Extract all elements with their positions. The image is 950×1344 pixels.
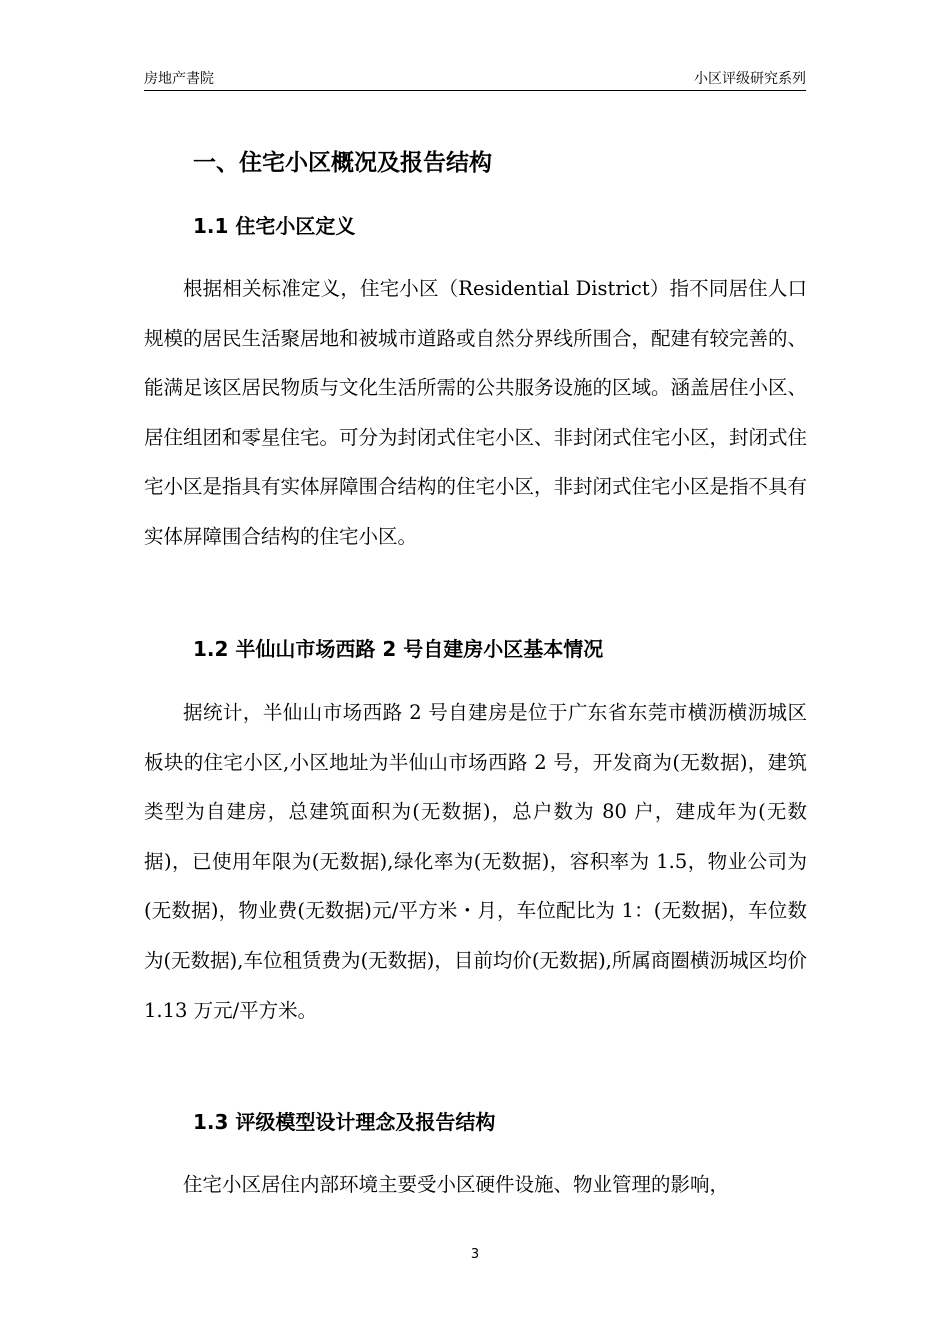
page-header	[144, 64, 806, 91]
paragraph-definition: 根据相关标准定义，住宅小区（Residential District）指不同居住人口规模的居民生活聚居地和被城市道路或自然分界线所围合，配建有较完善的、能满足该区居民物质与文化生活所需的公共服务设施的区域。涵盖居住小区、居住组团和零星住宅。可分为封闭式住宅小区、非封闭式住宅小区，封闭式住宅小区是指具有实体屏障围合结构的住宅小区，非封闭式住宅小区是指不具有实体屏障围合结构的住宅小区。	[144, 277, 808, 548]
page-number: 3	[470, 1247, 480, 1262]
subsection-title-1-1: 1.1 住宅小区定义	[193, 214, 356, 238]
header-series-title: 小区评级研究系列	[694, 71, 806, 87]
paragraph-model-design: 住宅小区居住内部环境主要受小区硬件设施、物业管理的影响，	[183, 1173, 730, 1196]
subsection-title-1-2: 1.2 半仙山市场西路 2 号自建房小区基本情况	[193, 637, 604, 661]
paragraph-basic-info: 据统计，半仙山市场西路 2 号自建房是位于广东省东莞市横沥横沥城区板块的住宅小区,小区地址为半仙山市场西路 2 号，开发商为(无数据)，建筑类型为自建房，总建筑面积为(无数据)，总户数为 80 户，建成年为(无数据)，已使用年限为(无数据),绿化率为(无数据)，容积率为 1.5，物业公司为(无数据)，物业费(无数据)元/平方米・月，车位配比为 1：(无数据)，车位数为(无数据),车位租赁费为(无数据)，目前均价(无数据),所属商圈横沥城区均价 1.13 万元/平方米。	[144, 701, 807, 1022]
section-title: 一、住宅小区概况及报告结构	[193, 150, 492, 176]
subsection-title-1-3: 1.3 评级模型设计理念及报告结构	[193, 1110, 496, 1134]
header-publisher: 房地产書院	[144, 71, 214, 87]
